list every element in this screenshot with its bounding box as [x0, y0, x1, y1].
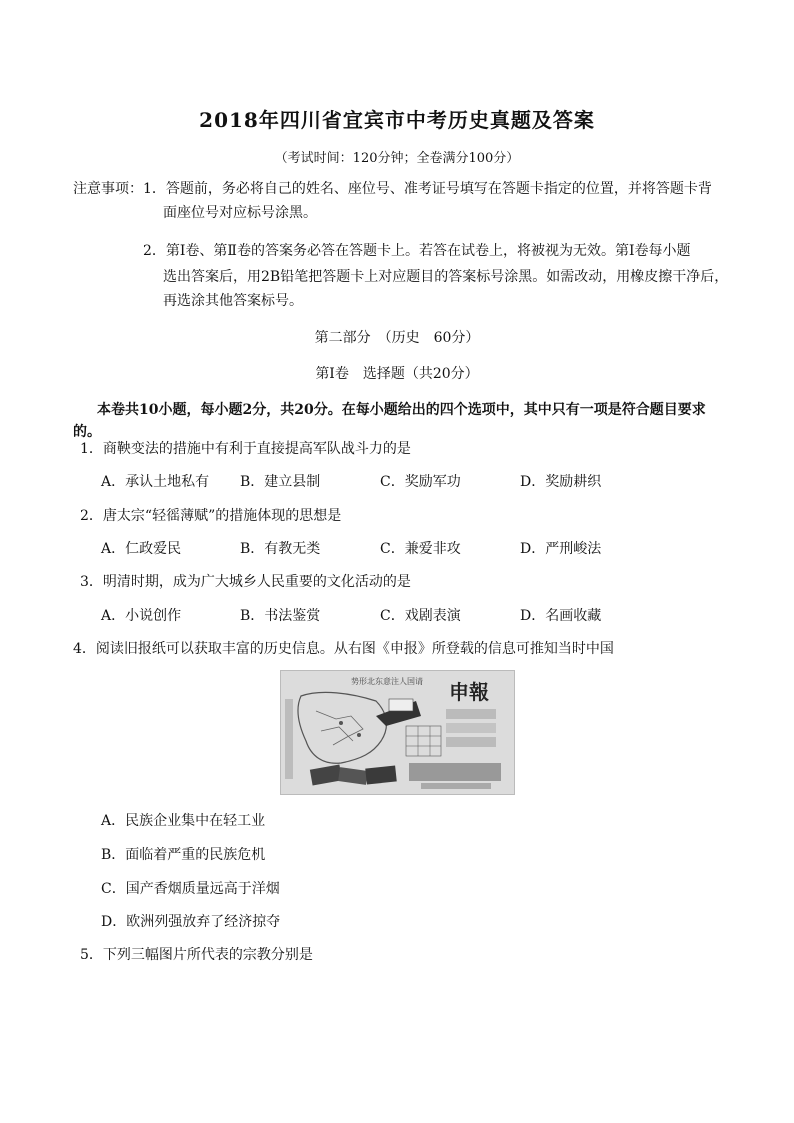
option-b: B．面临着严重的民族危机 — [101, 847, 266, 863]
option-b: B．有教无类 — [240, 541, 321, 557]
newspaper-image — [280, 670, 515, 795]
newspaper-masthead: 申報 — [449, 680, 489, 704]
question-stem: 5．下列三幅图片所代表的宗教分别是 — [80, 947, 313, 963]
option-d: D．欧洲列强放弃了经济掠夺 — [101, 914, 281, 930]
option-a: A．仁政爱民 — [101, 541, 182, 557]
newspaper-illustration — [281, 671, 514, 794]
option-c: C．戏剧表演 — [380, 608, 461, 624]
note-2-line-1: 2．第Ⅰ卷、第Ⅱ卷的答案务必答在答题卡上。若答在试卷上，将被视为无效。第Ⅰ卷每小题 — [143, 243, 691, 259]
question-stem: 3．明清时期，成为广大城乡人民重要的文化活动的是 — [80, 574, 411, 590]
note-1-line-2: 面座位号对应标号涂黑。 — [163, 205, 317, 221]
option-d: D．奖励耕织 — [520, 474, 602, 490]
question-stem: 4．阅读旧报纸可以获取丰富的历史信息。从右图《申报》所登载的信息可推知当时中国 — [73, 641, 614, 657]
note-2-line-2: 选出答案后，用2B铅笔把答题卡上对应题目的答案标号涂黑。如需改动，用橡皮擦干净后， — [163, 269, 729, 285]
exam-info: （考试时间：120分钟；全卷满分100分） — [274, 151, 520, 166]
volume-heading: 第Ⅰ卷 选择题（共20分） — [315, 366, 479, 382]
notes-label: 注意事项： — [73, 181, 143, 197]
option-b: B．建立县制 — [240, 474, 321, 490]
option-c: C．奖励军功 — [380, 474, 461, 490]
newspaper-headline: 势形北东意注人国请 — [351, 677, 423, 686]
page-title: 2018年四川省宜宾市中考历史真题及答案 — [199, 108, 595, 132]
option-a: A．民族企业集中在轻工业 — [101, 813, 266, 829]
instruction-line-2: 的。 — [73, 424, 101, 440]
note-1-line-1: 1．答题前，务必将自己的姓名、座位号、准考证号填写在答题卡指定的位置，并将答题卡背 — [143, 181, 712, 197]
option-d: D．名画收藏 — [520, 608, 602, 624]
option-b: B．书法鉴赏 — [240, 608, 321, 624]
option-d: D．严刑峻法 — [520, 541, 602, 557]
instruction-line-1: 本卷共10小题，每小题2分，共20分。在每小题给出的四个选项中，其中只有一项是符合题目要求 — [97, 402, 706, 418]
question-stem: 1．商鞅变法的措施中有利于直接提高军队战斗力的是 — [80, 441, 411, 457]
part-heading: 第二部分 （历史 60分） — [314, 330, 480, 346]
option-c: C．国产香烟质量远高于洋烟 — [101, 881, 280, 897]
option-a: A．承认土地私有 — [101, 474, 210, 490]
option-c: C．兼爱非攻 — [380, 541, 461, 557]
note-2-line-3: 再选涂其他答案标号。 — [163, 293, 303, 309]
option-a: A．小说创作 — [101, 608, 182, 624]
question-stem: 2．唐太宗“轻徭薄赋”的措施体现的思想是 — [80, 508, 342, 524]
